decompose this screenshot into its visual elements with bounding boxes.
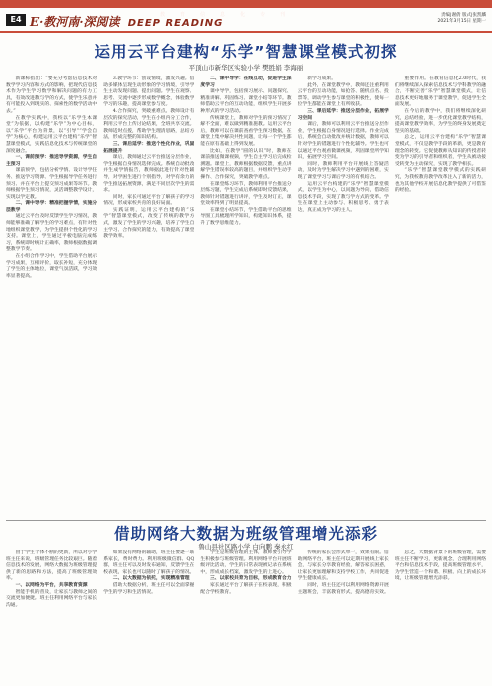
body-paragraph: 学生是班级管理的主体，教师要引导学生积极参与班级管理。利用网络平台开展班级评比活动，学生的日常表现被记录在系统中，形成成长档案，激发学生的上进心。	[200, 550, 292, 575]
body-paragraph: 借助大数据分析，班主任可以全面掌握学生的学习和生活情况。	[103, 582, 195, 595]
body-paragraph: 同时，班主任还可以利用网络资源开展主题班会，丰富教育形式，提高德育实效。	[297, 582, 389, 595]
band-char: 息	[220, 12, 227, 18]
article1-body	[6, 76, 486, 516]
body-paragraph: 同时，教师利用平台开展线上答疑活动，及时为学生解决学习中遇到的困难，实现了课堂学习与课后学习的有机结合。	[297, 161, 389, 180]
body-paragraph: 此外，在课堂教学中，教师还注重利用云平台的互动功能，如抢答、随机点名、投票等，调动学生参与课堂的积极性，使每一位学生都能在课堂上有所收获。	[297, 82, 389, 108]
edition-badge: E4	[6, 14, 26, 26]
body-paragraph: 智能手机的普及，让家长与教师之间的交流更加便捷。班主任利用网络平台与家长沟通。	[6, 589, 98, 608]
body-paragraph: 重要作用。在教育信息化2.0时代，我们将继续深入探索信息技术与学科教学的融合，不断完善“乐学”智慧课堂模式，让信息技术更好地服务于课堂教学，促进学生全面发展。	[394, 76, 487, 108]
body-paragraph: 在今后的教学中，我们将继续深化研究，总结经验，进一步优化课堂教学结构，提高课堂教学效率，为学生的终身发展奠定坚实的基础。	[394, 108, 487, 134]
text-column	[395, 76, 486, 516]
body-paragraph: 3.教学环节：创设情境，激发兴趣。借助多媒体呈现生动形象的学习情境，引导学生主动发现问题、提出问题。学生在观察、思考、交流中逐步形成数学概念，体验数学学习的乐趣，提高课堂参与度。	[103, 76, 195, 108]
article2-headline: 借助网络大数据为班级管理增光添彩	[113, 525, 378, 543]
publication-info	[438, 13, 486, 25]
article-divider	[6, 520, 486, 521]
section-subheading: 二、课中导学：在线互动，促进学生深度学习	[200, 76, 292, 88]
body-paragraph: 新学习成果。	[307, 76, 336, 81]
column-title-en: DEEP READING	[127, 18, 224, 29]
body-paragraph: 传统课堂上，教师对学生的预习情况了解不全面，难以做到精准施教。运用云平台后，教师可以在课前查看学生预习数据，在课堂上集中解决共性问题，让每一个学生都能在原有基础上得到发展。	[200, 115, 292, 147]
text-column	[298, 76, 389, 516]
body-paragraph: 在课堂练习环节，教师利用平台推送分层练习题，学生完成后系统即时反馈结果，教师针对错题进行讲评，学生及时订正，课堂效率得到了明显提高。	[200, 181, 292, 207]
body-paragraph: 传统的家长会形式单一，效果有限。借助网络平台，班主任可以定期开展线上家长会，与家长分享教育经验，解答家长困惑，让家长更加理解和支持学校工作，共同促进学生健康成长。	[297, 550, 389, 582]
body-paragraph: 通过云平台及时反馈学生学习情况，教师能够准确了解学生的学习难点，有针对性地组织课堂教学，为学生提供个性化的学习支持。课堂上，学生通过平板电脑完成练习，系统即时统计正确率，教师根据数据调整教学节奏。	[6, 214, 98, 253]
article2-byline: 鲁山县社区路小学 白向鹏 秦永红	[198, 543, 294, 551]
column-title-cn: E·教河南·深阅读	[30, 15, 120, 29]
section-subheading: 一、课前预学：推送导学资源，学生自主预习	[6, 155, 98, 167]
body-paragraph: 在小组合作学习中，学生借助平台展示学习成果，互相评价，取长补短，充分体现了学生的主体地位，课堂气氛活跃，学习效率显著提高。	[6, 254, 98, 279]
section-subheading: 三、课后延学：推送个性化作业，巩固拓展提升	[103, 141, 195, 154]
text-column	[103, 550, 194, 682]
body-paragraph: “乐学”智慧课堂教学模式的实践研究，为我校教育教学改革注入了新的活力，也为其他学校开展信息化教学提供了可借鉴的经验。	[394, 168, 487, 194]
band-char: 信	[200, 12, 207, 18]
body-paragraph: 同时，家长可通过平台了解孩子的学习情况，形成家校共育的良好局面。	[103, 194, 195, 207]
body-paragraph: 比如，在教学“圆的认识”时，教师在课前推送微课视频，学生自主学习后完成检测题。课堂上，教师根据数据反馈，重点讲解学生错误率较高的题目，并组织学生动手操作、合作探究，突破教学难点。	[200, 148, 292, 180]
body-paragraph: 4.合作探究，突破重难点。教师设计有层次的探究活动，学生在小组内分工合作，利用云平台上传讨论结果，全班共享交流。教师适时点拨，帮助学生理清思路，总结方法，形成完整的知识结构。	[103, 108, 195, 141]
masthead-divider	[0, 31, 492, 33]
article2-body	[6, 550, 486, 682]
body-paragraph: 家长通过平台了解孩子在校表现，积极配合学校教育。	[200, 582, 292, 595]
body-paragraph: 总之，运用云平台建构“乐学”智慧课堂模式，不仅是教学手段的革新，更是教育理念的转变。它促使教师从知识的传授者转变为学习的引导者和组织者，学生从被动接受转变为主动探究，实现了教学相长。	[394, 135, 487, 167]
body-paragraph: 如果没有网络的辅助，班主任要逐一联系家长，费时费力。利用班级微信群、QQ群，班主任可以及时发布通知，反馈学生在校表现，家长也可以随时了解孩子的情况。	[103, 550, 195, 575]
text-column	[395, 550, 486, 682]
body-paragraph: 由于学生个体不断的更新，所以对小学班主任来说，班级管理任务比较艰巨。随着信息技术的发展，网络大数据为班级管理提供了新的思路和方法，提高了班级管理效率。	[6, 550, 98, 582]
body-paragraph: 课前预学，包括分析学情、设计导学任务、推送学习资源、学生根据导学任务进行预习、并在平台上提交预习成果等环节。教师根据学生预习情况，灵活调整教学设计，实现以学定教。	[6, 168, 98, 200]
section-subheading: 二、以大数据为依托，实现精准管理	[112, 576, 190, 582]
section-subheading: 一、以网络为平台，共享教育资源	[15, 582, 88, 588]
band-char: 专	[260, 12, 267, 18]
body-paragraph: 课后，教师通过云平台推送分层作业，学生根据自身情况选择完成。系统自动批改并生成学情报告，教师据此进行针对性辅导，对学困生进行个别指导，对学有余力的学生推送拓展资源，满足不同层次学生的需求。	[103, 155, 195, 194]
section-band-label	[160, 1, 330, 18]
text-column	[200, 76, 291, 516]
article1-headline: 运用云平台建构“乐学”智慧课堂模式初探	[94, 43, 398, 61]
body-paragraph: 运用云平台构建的“乐学”智慧课堂模式，以学生为中心，以问题为导向，借助信息技术手段，实现了教与学方式的变革。学生在课堂上主动参与、积极思考、勇于表达，真正成为学习的主人。	[297, 181, 389, 213]
section-subheading: 三、以家校共育为目标，形成教育合力	[210, 576, 292, 582]
band-char: 刊	[280, 12, 287, 18]
section-subheading: 二、课中导学：精准把握学情，实施分层教学	[6, 201, 98, 213]
body-paragraph: 在教学实践中，我校以“乐学生本课堂”为依据，以构建“乐学”为中心目标，以“乐学”平台为背景，以“引导”“学会自学”为核心，构建运用云平台建构“乐学”智慧课堂模式，实践信息化技术与传统课堂的深度融合。	[6, 115, 98, 154]
band-char: 化	[240, 12, 247, 18]
editor-credits: 责编|谢倩 版式|张凯麟	[441, 13, 486, 18]
band-char: 教	[160, 12, 167, 18]
body-paragraph: 在课堂小结环节，学生借助平台的思维导图工具梳理所学知识，构建知识体系，提升了数学思维能力。	[200, 207, 292, 227]
text-column	[6, 76, 97, 516]
section-subheading: 三、课后延学：推送分层作业，拓展学习空间	[297, 108, 389, 121]
article1-byline: 平顶山市新华区实验小学 樊胜娟 李海丽	[188, 64, 304, 72]
body-paragraph: 新课标指出：“要充分考虑信息技术对数学学习内容和方式的影响，把现代信息技术作为学生学习数学和解决问题的有力工具，有效改进教与学的方式，使学生乐意并有可能投入到现实的、探索性的数学活动中去。”	[6, 76, 98, 114]
page-masthead	[0, 9, 492, 31]
column-title	[30, 13, 223, 30]
text-column	[200, 550, 291, 682]
publication-date: 2021年3月15日 星期一	[437, 19, 486, 24]
body-paragraph: 课后，教师可以利用云平台推送分层作业，学生根据自身情况进行选择。作业完成后，系统会自动批改并统计数据，教师可以针对学生的错题进行个性化辅导。学生也可以通过平台观看微课视频，巩固课堂所学知识，拓展学习空间。	[297, 122, 389, 161]
body-paragraph: 总之，大数据背景下的班级管理，需要班主任不断学习，更新观念，合理利用网络平台和信息技术手段，提高班级管理水平，为学生营造一个和谐、积极、向上的成长环境，让班级管理增光添彩。	[394, 550, 487, 582]
band-char: 育	[180, 12, 187, 18]
body-paragraph: 实践证明，运用云平台建构的“乐学”智慧课堂模式，改变了传统的教学方式，激发了学生的学习兴趣，培养了学生自主学习、合作探究的能力，有效提高了课堂教学效率。	[103, 207, 195, 240]
text-column	[298, 550, 389, 682]
text-column	[103, 76, 194, 516]
body-paragraph: 课中导学，包括预习展示、问题探究、精准讲解、巩固练习、课堂小结等环节。教师借助云平台的互动功能，组织学生开展多种形式的学习活动。	[200, 89, 292, 114]
text-column	[6, 550, 97, 682]
